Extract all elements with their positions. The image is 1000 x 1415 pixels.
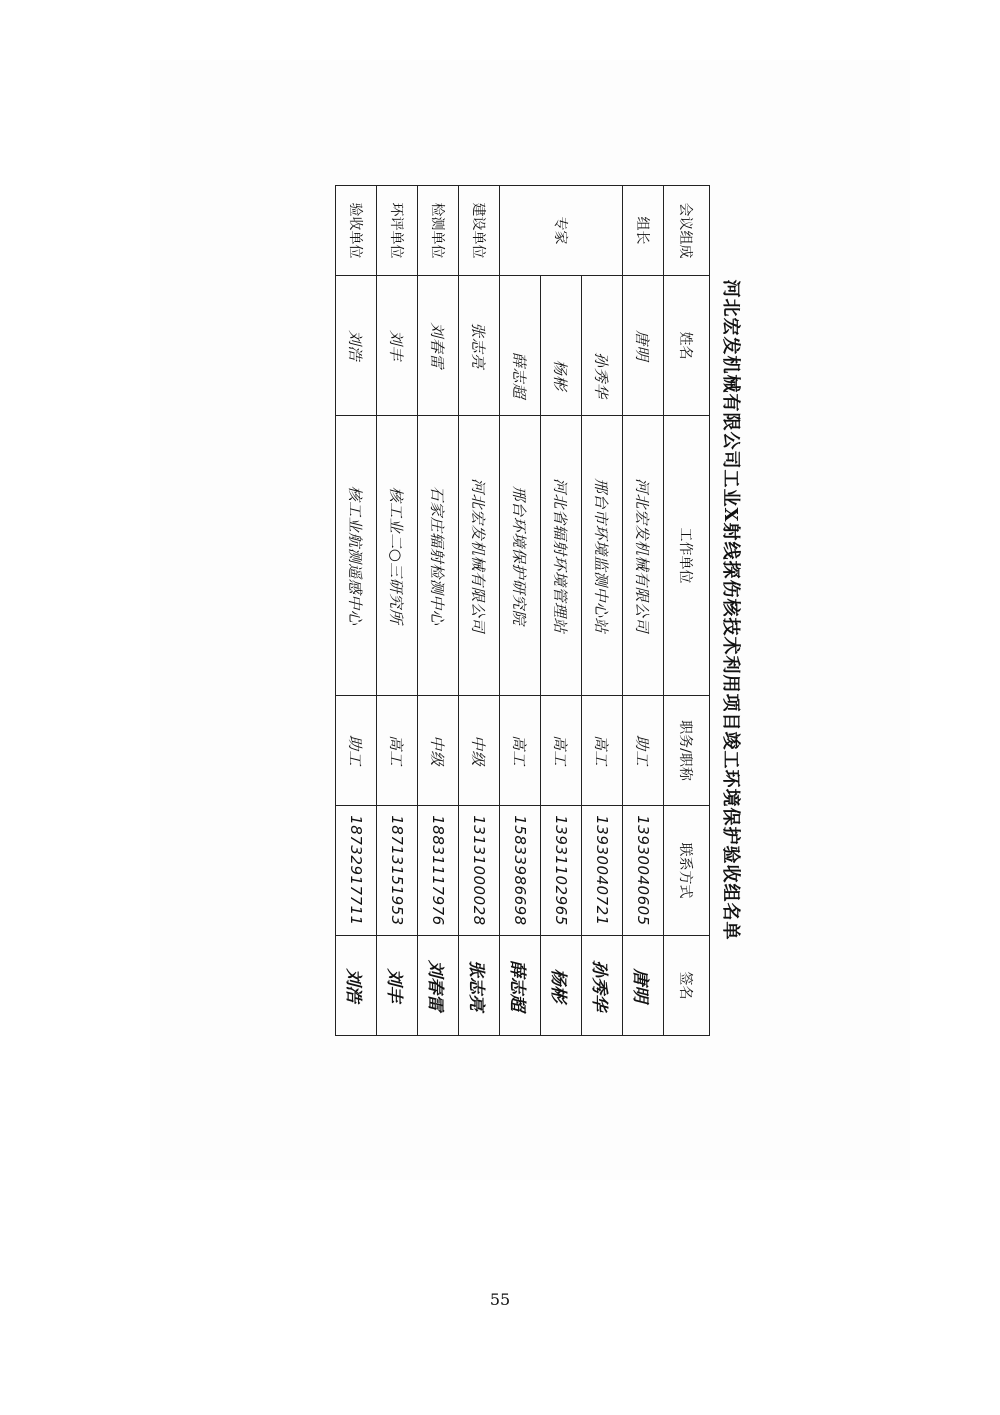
contact-cell: 18732917711 [336,806,377,936]
signature-cell: 张志亮 [459,936,500,1036]
table-row [418,186,459,1036]
page-number: 55 [489,1290,511,1309]
name-cell: 刘浩 [336,276,377,416]
signature-cell: 薛志超 [500,936,541,1036]
header-name: 姓名 [664,276,710,416]
signature-cell: 刘春雷 [418,936,459,1036]
org-cell: 核工业二○三研究所 [377,416,418,696]
position-cell: 中级 [418,696,459,806]
signature-cell: 唐明 [623,936,664,1036]
signature-cell: 刘丰 [377,936,418,1036]
header-signature: 签名 [664,936,710,1036]
role-cell: 专家 [500,186,623,276]
name-indent-cell [541,276,582,336]
position-cell: 助工 [336,696,377,806]
form-content [345,185,750,1035]
role-cell: 建设单位 [459,186,500,276]
name-cell: 孙秀华 [582,336,623,416]
contact-cell: 15833986698 [500,806,541,936]
org-cell: 邢台市环境监测中心站 [582,416,623,696]
table-row [582,186,623,1036]
org-cell: 河北省辐射环境管理站 [541,416,582,696]
header-role: 会议组成 [664,186,710,276]
contact-cell: 13131000028 [459,806,500,936]
role-cell: 组长 [623,186,664,276]
position-cell: 高工 [377,696,418,806]
position-cell: 高工 [541,696,582,806]
header-org: 工作单位 [664,416,710,696]
contact-cell: 18713151953 [377,806,418,936]
table-row [336,186,377,1036]
name-cell: 刘丰 [377,276,418,416]
contact-cell: 13930040721 [582,806,623,936]
position-cell: 助工 [623,696,664,806]
name-indent-cell [582,276,623,336]
table-row [377,186,418,1036]
contact-cell: 13930040605 [623,806,664,936]
name-cell: 杨彬 [541,336,582,416]
header-position: 职务/职称 [664,696,710,806]
position-cell: 中级 [459,696,500,806]
role-cell: 环评单位 [377,186,418,276]
name-cell: 张志亮 [459,276,500,416]
name-cell: 刘春雷 [418,276,459,416]
position-cell: 高工 [582,696,623,806]
signature-cell: 杨彬 [541,936,582,1036]
position-cell: 高工 [500,696,541,806]
org-cell: 河北宏发机械有限公司 [459,416,500,696]
org-cell: 邢台环境保护研究院 [500,416,541,696]
rotated-form [345,185,750,1035]
contact-cell: 18831117976 [418,806,459,936]
name-cell: 薛志超 [500,336,541,416]
header-contact: 联系方式 [664,806,710,936]
table-row [459,186,500,1036]
org-cell: 核工业航测遥感中心 [336,416,377,696]
table-row [541,186,582,1036]
signature-cell: 孙秀华 [582,936,623,1036]
table-row [623,186,664,1036]
document-title: 河北宏发机械有限公司工业X射线探伤核技术利用项目竣工环境保护验收组名单 [720,279,741,941]
contact-cell: 13931102965 [541,806,582,936]
role-cell: 检测单位 [418,186,459,276]
signature-cell: 刘浩 [336,936,377,1036]
table-row [500,186,541,1036]
name-indent-cell [500,276,541,336]
name-cell: 唐明 [623,276,664,416]
org-cell: 河北宏发机械有限公司 [623,416,664,696]
table-header-row [664,186,710,1036]
role-cell: 验收单位 [336,186,377,276]
org-cell: 石家庄辐射检测中心 [418,416,459,696]
acceptance-group-table [335,185,710,1036]
